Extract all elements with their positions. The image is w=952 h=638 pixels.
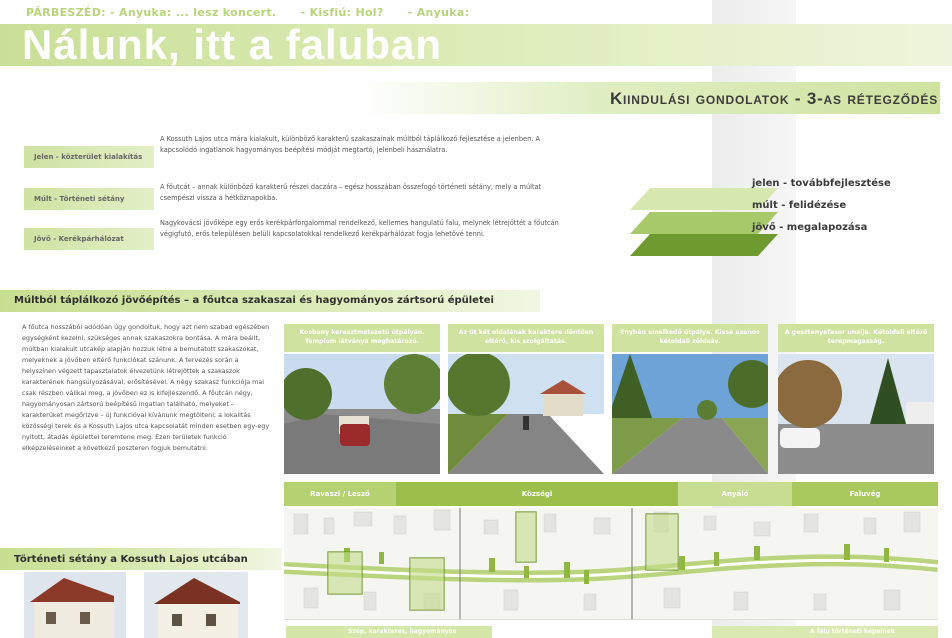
row-text-past: A főutcát – annak különböző karakterű részei daczára – egész hosszában összefogó történeti sétány, mely a múltat csempészi vissza a hétköznapokba. (160, 183, 542, 202)
zone-label: Községi (396, 482, 678, 506)
row-label-present: Jelen - közterület kialakítás (24, 146, 154, 168)
section-title-main: Múltból táplálkozó jövőépítés – a főutca szakaszai és hagyományos zártsorú épületei (14, 295, 494, 306)
photo-caption: A gesztenyefasor unalja. Kétoldali eltérő terepmagasság. (778, 324, 934, 352)
layer-label-past: múlt - felidézése (752, 200, 847, 211)
page-subtitle: Kiindulási gondolatok - 3-as rétegződés (609, 89, 938, 108)
street-photo (284, 354, 440, 474)
row-label-future: Jövő - Kerékpárhálózat (24, 228, 154, 250)
layer-label-present: jelen - továbbfejlesztése (752, 178, 891, 189)
photo-caption: Az út két oldalának karaktere döntően eltérő, kis szolgáltatás. (448, 324, 604, 352)
house-photo (144, 572, 248, 638)
layer-label-future: jövő - megalapozása (752, 222, 868, 233)
street-photo (448, 354, 604, 474)
section-body-text: A főutca hosszából adódóan úgy gondoltuk, hogy azt nem szabad egészében egységként kezelni, szükséges annak szakaszokra bontása. A mára beállt, múltban kialakult utcakép alapján hozzuk létre a bemutatott szakaszokat, melyeknek a jövőben eltérő funkciókat szánunk. A tervezés során a helyszínen végzett tapasztalatok élvezetünk létrejöttek a szakaszok karakterének hangsúlyozásával, erősítésével. A négy szakasz funkciója mai csak részben válikai meg, a jövőben ez is kifejleszendő. A főutcán négy, hagyományosan zártsorú beépítésű ingatlan található, melyeket – karakterüket megőrizve – új funkcióval kívánunk megtölteni; a lokalitás közösségi terek és a Kossuth Lajos utca kapcsolatát minden esetben egy-egy nyitott, átadás épülettel teremtene meg. Ezen területek funkció elképzeléseinket a következő poszteren fogjuk bemutatni. (22, 323, 270, 452)
zone-label: Ányáló (678, 482, 792, 506)
photo-caption: Enyhén emelkedő útpálya. Kissé azonos kétoldali zöldsáv. (612, 324, 768, 352)
section-title-history: Történeti sétány a Kossuth Lajos utcában (14, 554, 248, 565)
photo-caption: Kosbany keresztmetszetű útpályán. Templom látványa meghatározó. (284, 324, 440, 352)
zone-bar (284, 482, 938, 506)
row-text-future: Nagykovácsi jövőképe egy erős kerékpárforgalommal rendelkező, kellemes hangulatú falu, melynek létrejöttét a főutcán végigfutó, erős településen belüli kapcsolatokkal rendelkező kerékpárhálózat fogja lehetővé tenni. (160, 219, 559, 238)
row-label-past: Múlt - Történeti sétány (24, 188, 154, 210)
dialog-line (26, 6, 489, 19)
layer-shape-bottom (630, 234, 778, 256)
dialog-part: - Kisfiú: Hol? (300, 6, 384, 19)
zone-label: Faluvég (792, 482, 938, 506)
row-text-present: A Kossuth Lajos utca mára kialakult, különböző karakterű szakaszainak múltból táplálkozó fejlesztése a jelenben. A kapcsolódó ingatlanok hagyományos beépítési módját megtartó, jelenbeli használatra. (160, 135, 540, 154)
page-title: Nálunk, itt a faluban (22, 21, 443, 68)
zone-label: Ravaszi / Lesző (284, 482, 396, 506)
street-photo (612, 354, 768, 474)
dialog-part: PÁRBESZÉD: - Anyuka: ... lesz koncert. (26, 6, 277, 19)
dialog-part: - Anyuka: (407, 6, 470, 19)
bottom-caption: Szép, karakteres, hagyományos (348, 628, 457, 635)
bottom-caption: A falu történeti képeinek (810, 628, 895, 635)
street-photo (778, 354, 934, 474)
street-map (284, 508, 938, 620)
house-photo (24, 572, 126, 638)
